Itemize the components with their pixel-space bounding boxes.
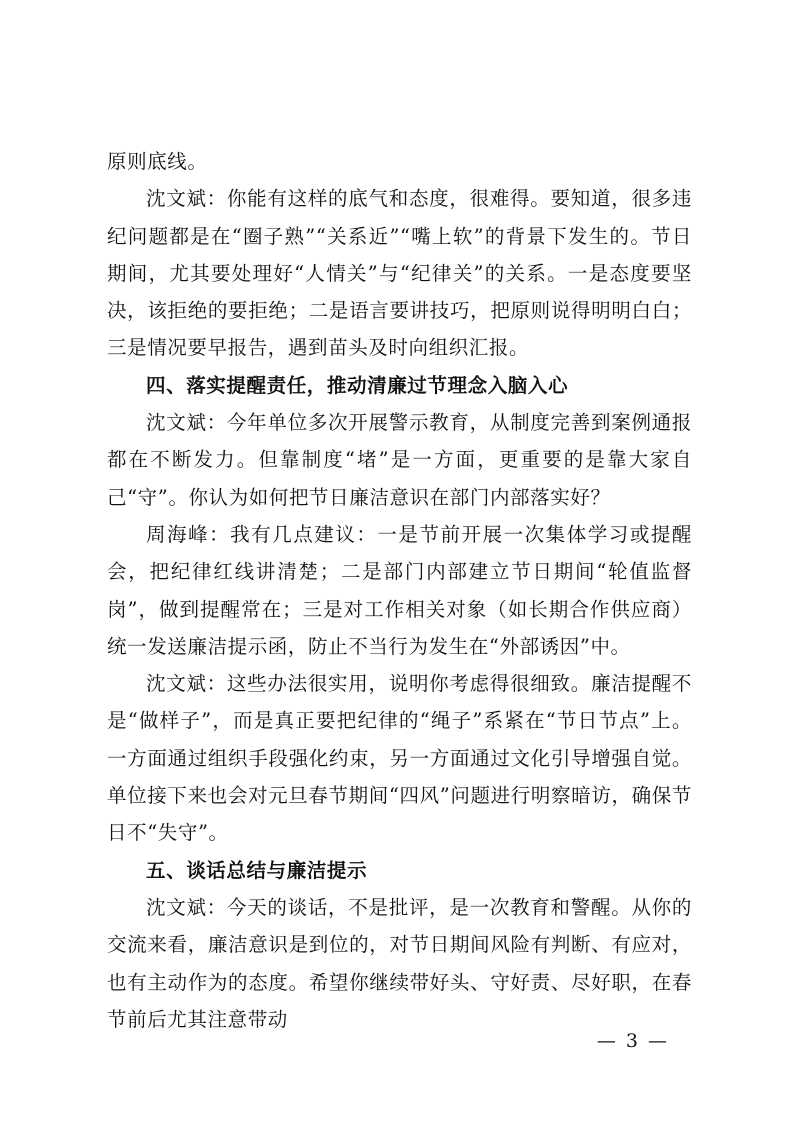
- paragraph-1: 原则底线。: [107, 150, 208, 173]
- paragraph-3: 沈文斌：今年单位多次开展警示教育，从制度完善到案例通报都在不断发力。但靠制度“堵”是一方面，更重要的是靠大家自己“守”。你认为如何把节日廉洁意识在部门内部落实好？: [107, 411, 692, 509]
- paragraph-2: 沈文斌：你能有这样的底气和态度，很难得。要知道，很多违纪问题都是在“圈子熟”“关系近”“嘴上软”的背景下发生的。节日期间，尤其要处理好“人情关”与“纪律关”的关系。一是态度要坚决，该拒绝的要拒绝；二是语言要讲技巧，把原则说得明明白白；三是情况要早报告，遇到苗头及时向组织汇报。: [107, 187, 692, 360]
- page-number: — 3 —: [596, 1030, 669, 1052]
- paragraph-4: 周海峰：我有几点建议：一是节前开展一次集体学习或提醒会，把纪律红线讲清楚；二是部门内部建立节日期间“轮值监督岗”，做到提醒常在；三是对工作相关对象（如长期合作供应商）统一发送廉洁提示函，防止不当行为发生在“外部诱因”中。: [107, 522, 692, 658]
- section-heading-5: 五、谈话总结与廉洁提示: [146, 858, 368, 882]
- paragraph-6: 沈文斌：今天的谈话，不是批评，是一次教育和警醒。从你的交流来看，廉洁意识是到位的，对节日期间风险有判断、有应对，也有主动作为的态度。希望你继续带好头、守好责、尽好职，在春节前后尤其注意带动: [107, 895, 692, 1031]
- paragraph-5: 沈文斌：这些办法很实用，说明你考虑得很细致。廉洁提醒不是“做样子”，而是真正要把纪律的“绳子”系紧在“节日节点”上。一方面通过组织手段强化约束，另一方面通过文化引导增强自觉。单位接下来也会对元旦春节期间“四风”问题进行明察暗访，确保节日不“失守”。: [107, 672, 692, 845]
- document-body: [107, 143, 692, 1038]
- section-heading-4: 四、落实提醒责任，推动清廉过节理念入脑入心: [146, 373, 569, 397]
